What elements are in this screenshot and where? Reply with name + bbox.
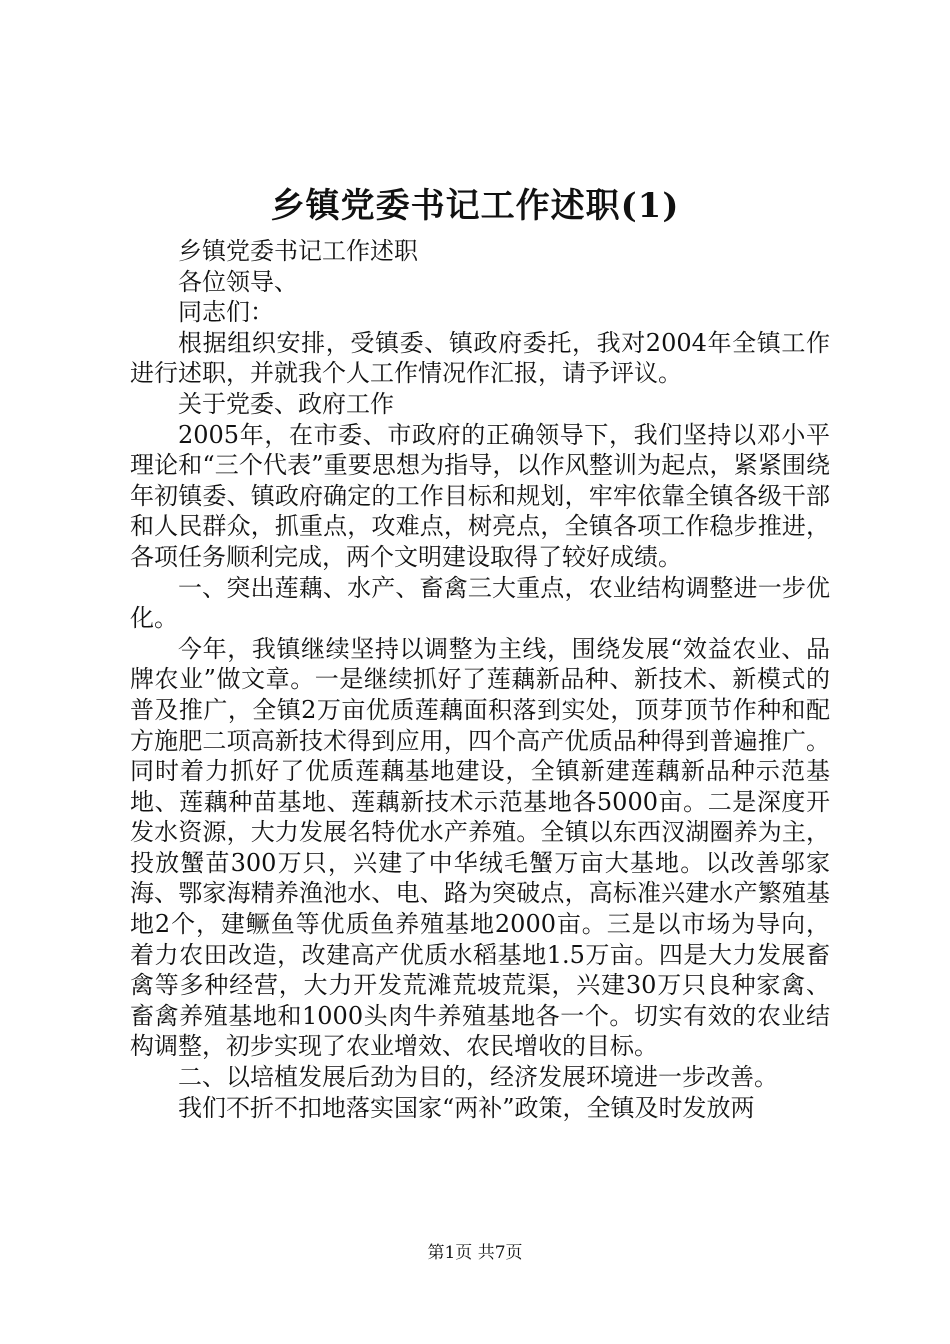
paragraph-introduction: 根据组织安排，受镇委、镇政府委托，我对2004年全镇工作进行述职，并就我个人工作情况作汇报，请予评议。 [130, 328, 830, 388]
paragraph-salutation-comrades: 同志们： [178, 298, 274, 327]
paragraph-section-heading: 关于党委、政府工作 [178, 389, 394, 418]
paragraph-point-two-body: 我们不折不扣地落实国家“两补”政策，全镇及时发放两 [178, 1093, 755, 1122]
paragraph-point-one-heading: 一、突出莲藕、水产、畜禽三大重点，农业结构调整进一步优化。 [130, 573, 830, 633]
page-number-footer: 第1页 共7页 [427, 1243, 523, 1263]
document-title: 乡镇党委书记工作述职(1) [270, 186, 680, 226]
paragraph-point-two-heading: 二、以培植发展后劲为目的，经济发展环境进一步改善。 [178, 1063, 778, 1092]
paragraph-point-one-body: 今年，我镇继续坚持以调整为主线，围绕发展“效益农业、品牌农业”做文章。一是继续抓好了莲藕新品种、新技术、新模式的普及推广，全镇2万亩优质莲藕面积落到实处，顶芽顶节作种和配方施肥二项高新技术得到应用，四个高产优质品种得到普遍推广。同时着力抓好了优质莲藕基地建设，全镇新建莲藕新品种示范基地、莲藕种苗基地、莲藕新技术示范基地各5000亩。二是深度开发水资源，大力发展名特优水产养殖。全镇以东西汊湖圈养为主，投放蟹苗300万只，兴建了中华绒毛蟹万亩大基地。以改善邬家海、鄂家海精养渔池水、电、路为突破点，高标准兴建水产繁殖基地2个，建鳜鱼等优质鱼养殖基地2000亩。三是以市场为导向，着力农田改造，改建高产优质水稻基地1.5万亩。四是大力发展畜禽等多种经营，大力开发荒滩荒坡荒渠，兴建30万只良种家禽、畜禽养殖基地和1000头肉牛养殖基地各一个。切实有效的农业结构调整，初步实现了农业增效、农民增收的目标。 [130, 634, 830, 1061]
paragraph-heading-repeat: 乡镇党委书记工作述职 [178, 237, 418, 265]
document-body [130, 236, 830, 1123]
paragraph-overview: 2005年，在市委、市政府的正确领导下，我们坚持以邓小平理论和“三个代表”重要思想为指导，以作风整训为起点，紧紧围绕年初镇委、镇政府确定的工作目标和规划，牢牢依靠全镇各级干部和人民群众，抓重点，攻难点，树亮点，全镇各项工作稳步推进，各项任务顺利完成，两个文明建设取得了较好成绩。 [130, 420, 830, 571]
paragraph-salutation-leaders: 各位领导、 [178, 267, 298, 296]
